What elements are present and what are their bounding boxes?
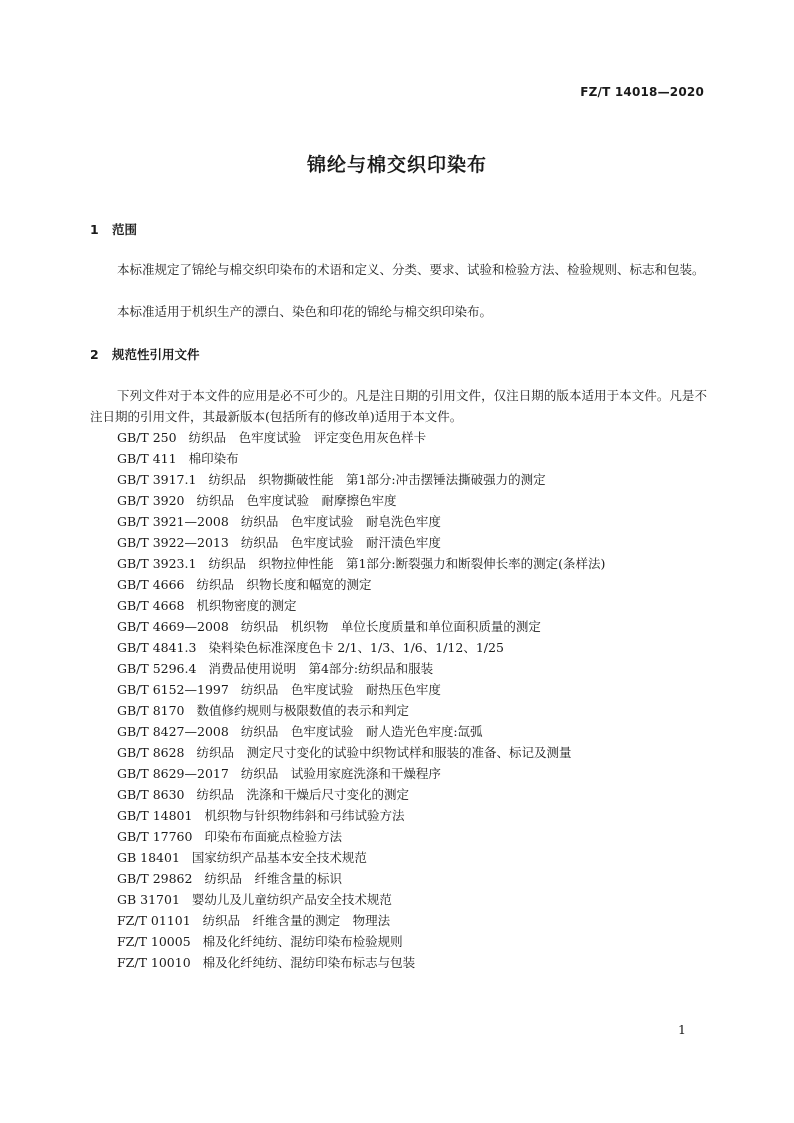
reference-code: GB/T 4669—2008 xyxy=(117,619,229,634)
reference-code: GB/T 8629—2017 xyxy=(117,766,229,781)
section-1-paragraph-2: 本标准适用于机织生产的漂白、染色和印花的锦纶与棉交织印染布。 xyxy=(117,304,493,319)
reference-code: GB/T 411 xyxy=(117,451,177,466)
section-title: 范围 xyxy=(112,222,138,237)
reference-item xyxy=(117,868,605,889)
reference-title: 纺织品 色牢度试验 耐汗渍色牢度 xyxy=(240,535,441,550)
reference-code: GB/T 4841.3 xyxy=(117,640,197,655)
reference-title: 纺织品 色牢度试验 耐热压色牢度 xyxy=(240,682,441,697)
reference-item xyxy=(117,805,605,826)
reference-item xyxy=(117,721,605,742)
page-number: 1 xyxy=(678,1022,686,1037)
reference-item xyxy=(117,763,605,784)
reference-code: GB/T 3922—2013 xyxy=(117,535,229,550)
reference-code: FZ/T 10005 xyxy=(117,934,191,949)
reference-item xyxy=(117,658,605,679)
reference-code: GB 31701 xyxy=(117,892,180,907)
reference-title: 纺织品 机织物 单位长度质量和单位面积质量的测定 xyxy=(240,619,541,634)
section-title: 规范性引用文件 xyxy=(112,347,200,362)
reference-code: GB/T 17760 xyxy=(117,829,193,844)
reference-title: 染料染色标准深度色卡 2/1、1/3、1/6、1/12、1/25 xyxy=(208,640,504,655)
reference-item xyxy=(117,910,605,931)
reference-title: 机织物密度的测定 xyxy=(196,598,297,613)
section-1-paragraph-1: 本标准规定了锦纶与棉交织印染布的术语和定义、分类、要求、试验和检验方法、检验规则、标志和包装。 xyxy=(117,262,705,277)
reference-title: 数值修约规则与极限数值的表示和判定 xyxy=(196,703,410,718)
reference-title: 国家纺织产品基本安全技术规范 xyxy=(191,850,367,865)
reference-item xyxy=(117,742,605,763)
reference-code: GB/T 8630 xyxy=(117,787,185,802)
reference-code: GB/T 4666 xyxy=(117,577,185,592)
reference-code: GB/T 4668 xyxy=(117,598,185,613)
reference-item xyxy=(117,469,605,490)
reference-code: GB/T 3921—2008 xyxy=(117,514,229,529)
normative-references-list xyxy=(117,427,605,973)
reference-code: GB/T 3920 xyxy=(117,493,185,508)
reference-title: 纺织品 纤维含量的标识 xyxy=(204,871,342,886)
reference-title: 棉及化纤纯纺、混纺印染布标志与包装 xyxy=(202,955,416,970)
reference-code: GB/T 3917.1 xyxy=(117,472,197,487)
reference-title: 纺织品 织物撕破性能 第1部分:冲击摆锤法撕破强力的测定 xyxy=(208,472,546,487)
reference-code: GB/T 5296.4 xyxy=(117,661,197,676)
reference-code: GB/T 250 xyxy=(117,430,177,445)
reference-code: GB/T 29862 xyxy=(117,871,193,886)
standard-code: FZ/T 14018—2020 xyxy=(580,85,704,99)
reference-item xyxy=(117,931,605,952)
reference-title: 婴幼儿及儿童纺织产品安全技术规范 xyxy=(191,892,392,907)
reference-title: 纺织品 色牢度试验 耐人造光色牢度:氙弧 xyxy=(240,724,483,739)
reference-item xyxy=(117,616,605,637)
section-1-heading xyxy=(90,220,137,238)
reference-item xyxy=(117,490,605,511)
reference-item xyxy=(117,595,605,616)
reference-item xyxy=(117,847,605,868)
reference-title: 印染布布面疵点检验方法 xyxy=(204,829,342,844)
reference-title: 机织物与针织物纬斜和弓纬试验方法 xyxy=(204,808,405,823)
reference-code: FZ/T 01101 xyxy=(117,913,191,928)
reference-item xyxy=(117,889,605,910)
reference-title: 纺织品 色牢度试验 评定变色用灰色样卡 xyxy=(188,430,427,445)
reference-title: 棉印染布 xyxy=(188,451,239,466)
reference-code: GB/T 8170 xyxy=(117,703,185,718)
section-number: 2 xyxy=(90,347,99,362)
reference-item xyxy=(117,952,605,973)
reference-title: 消费品使用说明 第4部分:纺织品和服装 xyxy=(208,661,434,676)
reference-item xyxy=(117,574,605,595)
reference-item xyxy=(117,427,605,448)
reference-title: 纺织品 洗涤和干燥后尺寸变化的测定 xyxy=(196,787,410,802)
reference-title: 纺织品 纤维含量的测定 物理法 xyxy=(202,913,391,928)
reference-item xyxy=(117,700,605,721)
section-2-heading xyxy=(90,345,200,363)
reference-item xyxy=(117,784,605,805)
section-2-paragraph-1: 下列文件对于本文件的应用是必不可少的。凡是注日期的引用文件，仅注日期的版本适用于本文件。凡是不注日期的引用文件，其最新版本(包括所有的修改单)适用于本文件。 xyxy=(90,388,707,424)
reference-item xyxy=(117,826,605,847)
reference-code: GB/T 3923.1 xyxy=(117,556,197,571)
section-number: 1 xyxy=(90,222,99,237)
reference-code: GB/T 6152—1997 xyxy=(117,682,229,697)
reference-item xyxy=(117,532,605,553)
reference-code: GB/T 8427—2008 xyxy=(117,724,229,739)
reference-title: 纺织品 织物长度和幅宽的测定 xyxy=(196,577,372,592)
reference-code: FZ/T 10010 xyxy=(117,955,191,970)
reference-item xyxy=(117,679,605,700)
reference-title: 纺织品 试验用家庭洗涤和干燥程序 xyxy=(240,766,441,781)
document-title: 锦纶与棉交织印染布 xyxy=(306,154,487,176)
reference-title: 棉及化纤纯纺、混纺印染布检验规则 xyxy=(202,934,403,949)
reference-title: 纺织品 色牢度试验 耐皂洗色牢度 xyxy=(240,514,441,529)
reference-code: GB/T 8628 xyxy=(117,745,185,760)
reference-code: GB 18401 xyxy=(117,850,180,865)
reference-title: 纺织品 色牢度试验 耐摩擦色牢度 xyxy=(196,493,397,508)
reference-item xyxy=(117,511,605,532)
reference-item xyxy=(117,553,605,574)
reference-title: 纺织品 测定尺寸变化的试验中织物试样和服装的准备、标记及测量 xyxy=(196,745,572,760)
reference-item xyxy=(117,637,605,658)
reference-code: GB/T 14801 xyxy=(117,808,193,823)
reference-item xyxy=(117,448,605,469)
reference-title: 纺织品 织物拉伸性能 第1部分:断裂强力和断裂伸长率的测定(条样法) xyxy=(208,556,606,571)
